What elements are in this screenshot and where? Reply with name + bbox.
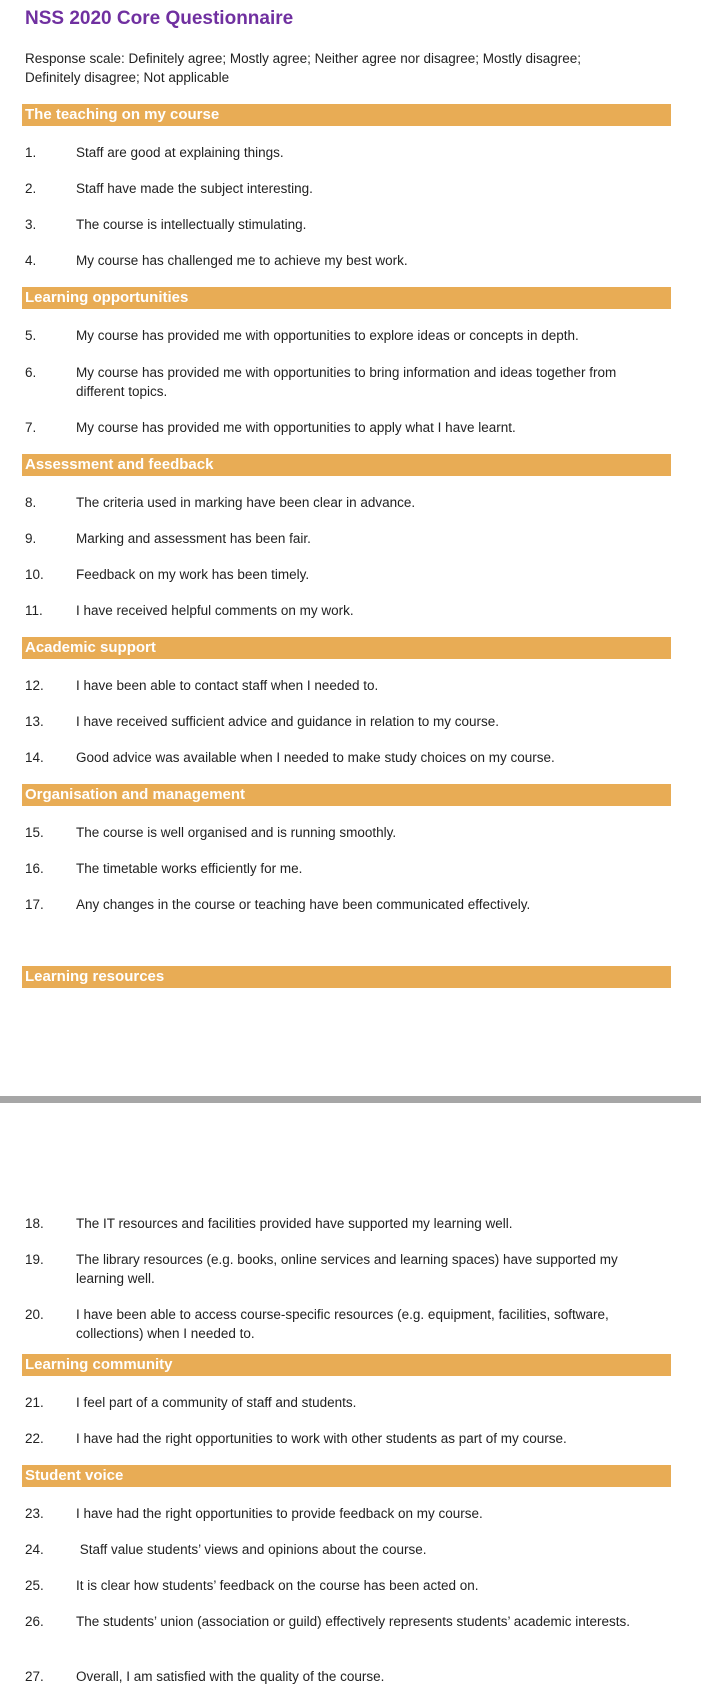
question-text: Overall, I am satisfied with the quality of the course. xyxy=(76,1669,385,1684)
question-number: 20. xyxy=(25,1307,44,1322)
section-heading-teaching: The teaching on my course xyxy=(22,104,671,126)
question-text: I have had the right opportunities to provide feedback on my course. xyxy=(76,1506,483,1521)
question-number: 26. xyxy=(25,1614,44,1629)
section-heading-learning-resources: Learning resources xyxy=(22,966,671,988)
question-text: Staff have made the subject interesting. xyxy=(76,181,313,196)
question-number: 24. xyxy=(25,1542,44,1557)
question-text: Staff are good at explaining things. xyxy=(76,145,284,160)
question-text: It is clear how students’ feedback on the course has been acted on. xyxy=(76,1578,479,1593)
question-number: 4. xyxy=(25,253,37,268)
question-text: My course has provided me with opportunities to apply what I have learnt. xyxy=(76,420,516,435)
question-number: 25. xyxy=(25,1578,44,1593)
question-text: I feel part of a community of staff and students. xyxy=(76,1395,357,1410)
question-text: The IT resources and facilities provided have supported my learning well. xyxy=(76,1216,513,1231)
question-text: Any changes in the course or teaching have been communicated effectively. xyxy=(76,897,531,912)
question-number: 1. xyxy=(25,145,37,160)
question-text: I have been able to access course-specific resources (e.g. equipment, facilities, software, collections) when I needed to. xyxy=(76,1307,609,1341)
question-number: 3. xyxy=(25,217,37,232)
section-heading-learning-opportunities: Learning opportunities xyxy=(22,287,671,309)
section-heading-organisation: Organisation and management xyxy=(22,784,671,806)
question-number: 6. xyxy=(25,365,37,380)
question-number: 9. xyxy=(25,531,37,546)
question-number: 23. xyxy=(25,1506,44,1521)
question-text: The students’ union (association or guild) effectively represents students’ academic interests. xyxy=(76,1614,631,1629)
page-break-divider xyxy=(0,1096,701,1103)
question-number: 5. xyxy=(25,328,37,343)
question-number: 16. xyxy=(25,861,44,876)
question-text: Marking and assessment has been fair. xyxy=(76,531,311,546)
question-text: Good advice was available when I needed to make study choices on my course. xyxy=(76,750,555,765)
question-text: My course has challenged me to achieve my best work. xyxy=(76,253,408,268)
question-text: I have received helpful comments on my work. xyxy=(76,603,354,618)
question-text: My course has provided me with opportunities to explore ideas or concepts in depth. xyxy=(76,328,579,343)
section-heading-assessment: Assessment and feedback xyxy=(22,454,671,476)
section-heading-learning-community: Learning community xyxy=(22,1354,671,1376)
question-number: 14. xyxy=(25,750,44,765)
question-text: I have been able to contact staff when I needed to. xyxy=(76,678,379,693)
section-heading-academic-support: Academic support xyxy=(22,637,671,659)
question-number: 11. xyxy=(25,603,43,618)
question-number: 13. xyxy=(25,714,44,729)
question-number: 2. xyxy=(25,181,37,196)
question-text: I have had the right opportunities to work with other students as part of my course. xyxy=(76,1431,567,1446)
question-number: 8. xyxy=(25,495,37,510)
question-text: The timetable works efficiently for me. xyxy=(76,861,303,876)
question-text: The library resources (e.g. books, online services and learning spaces) have supported my learning well. xyxy=(76,1252,618,1286)
question-number: 10. xyxy=(25,567,44,582)
question-number: 22. xyxy=(25,1431,44,1446)
question-text: The criteria used in marking have been clear in advance. xyxy=(76,495,416,510)
question-text: My course has provided me with opportunities to bring information and ideas together from different topics. xyxy=(76,365,617,399)
question-number: 21. xyxy=(25,1395,44,1410)
question-text: Feedback on my work has been timely. xyxy=(76,567,310,582)
question-text: The course is well organised and is running smoothly. xyxy=(76,825,397,840)
question-number: 17. xyxy=(25,897,44,912)
question-text: Staff value students’ views and opinions about the course. xyxy=(76,1542,427,1557)
question-number: 27. xyxy=(25,1669,44,1684)
question-number: 19. xyxy=(25,1252,44,1267)
question-number: 15. xyxy=(25,825,44,840)
document-title: NSS 2020 Core Questionnaire xyxy=(25,8,294,29)
document-page-2 xyxy=(0,1103,701,1698)
question-text: I have received sufficient advice and guidance in relation to my course. xyxy=(76,714,499,729)
question-text: The course is intellectually stimulating. xyxy=(76,217,307,232)
question-number: 7. xyxy=(25,420,37,435)
response-scale-text: Response scale: Definitely agree; Mostly agree; Neither agree nor disagree; Mostly disagree; Definitely disagree; Not applicable xyxy=(25,51,582,85)
question-number: 18. xyxy=(25,1216,44,1231)
question-number: 12. xyxy=(25,678,44,693)
section-heading-student-voice: Student voice xyxy=(22,1465,671,1487)
